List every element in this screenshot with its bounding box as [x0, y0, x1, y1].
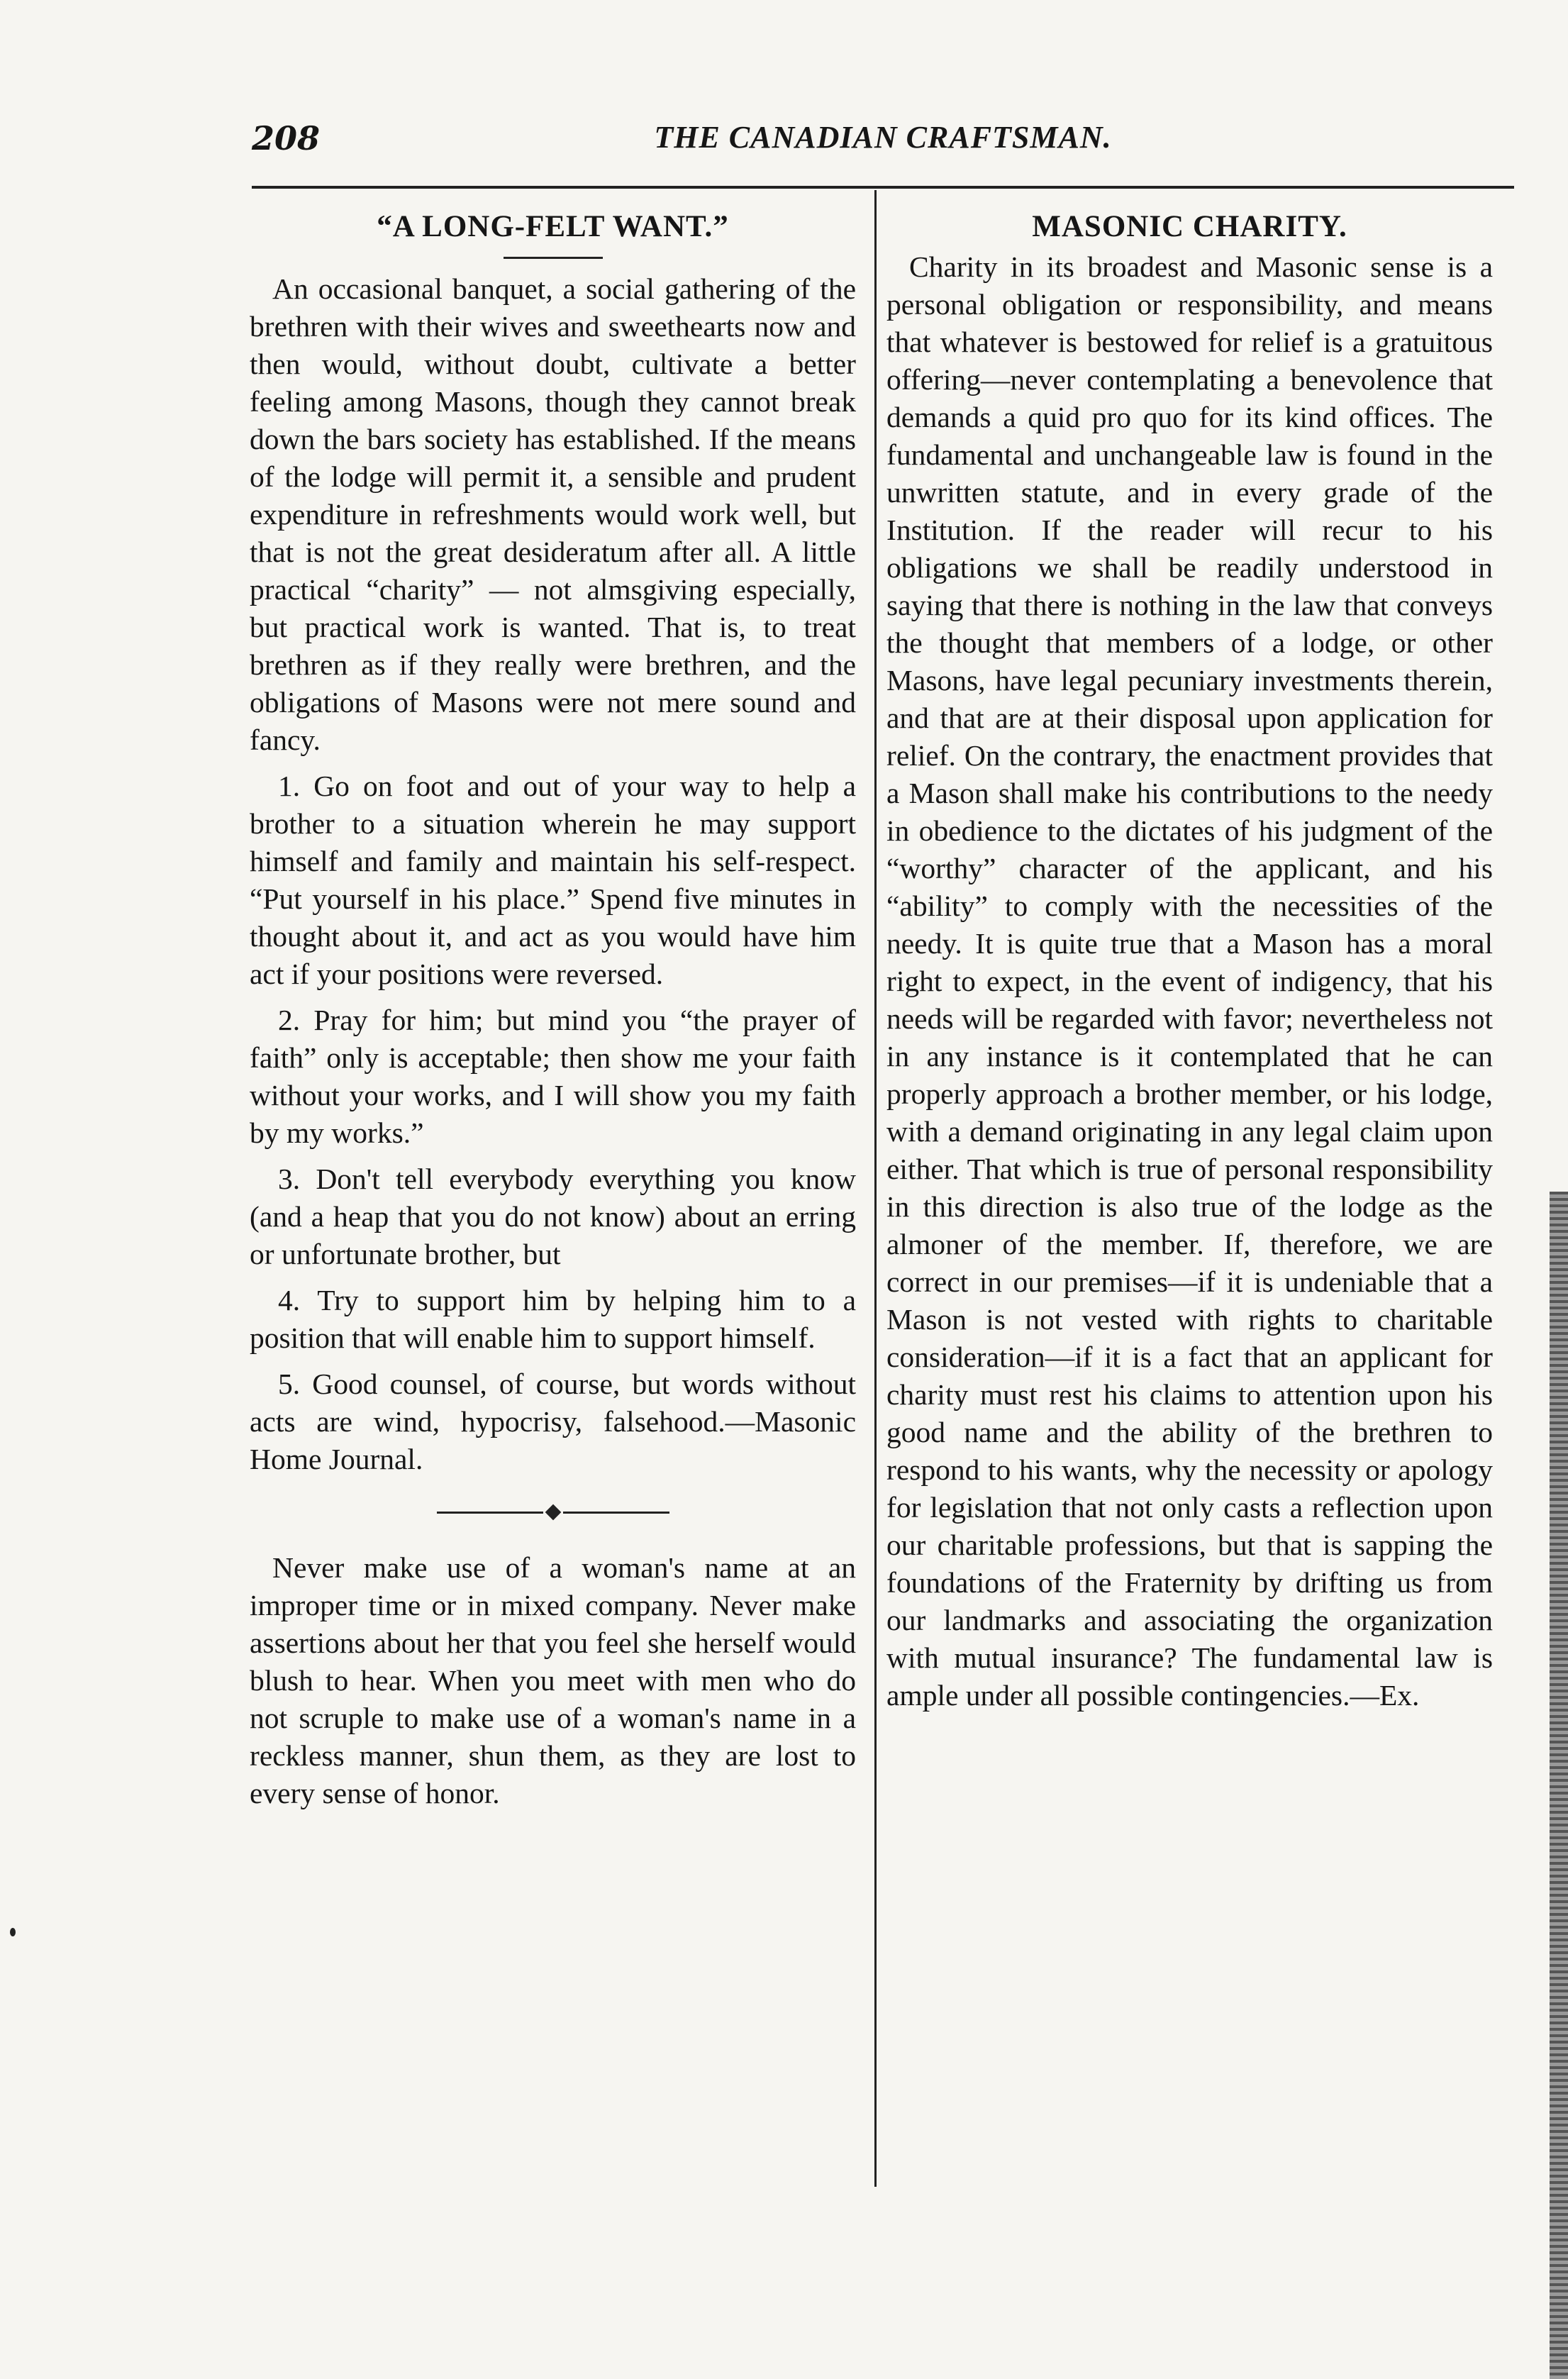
- article-paragraph: Never make use of a woman's name at an improper time or in mixed company. Never make assertions about her that you feel she herself would blush to hear. When you meet with men who do not scruple to make use of a woman's name in a reckless manner, shun them, as they are lost to every sense of honor.: [250, 1551, 856, 1809]
- article-paragraph: Charity in its broadest and Masonic sense is a personal obligation or responsibility, and means that whatever is bestowed for relief is a gratuitous offering—never contemplating a benevolence that demands a quid pro quo for its kind offices. The fundamental and unchangeable law is found in the unwritten statute, and in every grade of the Institution. If the reader will recur to his obligations we shall be readily understood in saying that there is nothing in the law that conveys the thought that members of a lodge, or other Masons, have legal pecuniary investments therein, and that are at their disposal upon application for relief. On the contrary, the enactment provides that a Mason shall make his contributions to the needy in obedience to the dictates of his judgment of the “worthy” character of the applicant, and his “ability” to comply with the necessities of the needy. It is quite true that a Mason has a moral right to expect, in the event of indigency, that his needs will be regarded with favor; nevertheless not in any instance is it contemplated that he can properly approach a brother member, or his lodge, with a demand originating in any legal claim upon either. That which is true of personal responsibility in this direction is also true of the lodge as the almoner of the member. If, therefore, we are correct in our premises—if it is undeniable that a Mason is not vested with rights to charitable consideration—if it is a fact that an applicant for charity must rest his claims to attention upon his good name and the ability of the brethren to respond to his wants, why the necessity or apology for legislation that not only casts a reflection upon our charitable professions, but that is sapping the foundations of the Fraternity by drifting us from our landmarks and associating the organization with mutual insurance? The fundamental law is ample under all possible contingencies.—Ex.: [886, 250, 1493, 1712]
- article-paragraph: An occasional banquet, a social gathering of the brethren with their wives and sweethearts now and then would, without doubt, cultivate a better feeling among Masons, though they cannot break down the bars society has established. If the means of the lodge will permit it, a sensible and prudent expenditure in refreshments would work well, but that is not the great desideratum after all. A little practical “charity” — not almsgiving especially, but practical work is wanted. That is, to treat brethren as if they really were brethren, and the obligations of Masons were not mere sound and fancy.: [250, 272, 856, 756]
- title-rule: [504, 257, 603, 259]
- article-paragraph: 4. Try to support him by helping him to a position that will enable him to support himself.: [250, 1284, 856, 1354]
- article-paragraph: 5. Good counsel, of course, but words without acts are wind, hypocrisy, falsehood.—Masonic Home Journal.: [250, 1368, 856, 1475]
- page-edge-shadow: [1550, 1192, 1568, 2379]
- article-paragraph: 2. Pray for him; but mind you “the prayer of faith” only is acceptable; then show me your faith without your works, and I will show you my faith by my works.”: [250, 1004, 856, 1149]
- running-title: THE CANADIAN CRAFTSMAN.: [654, 120, 1112, 155]
- column-divider: [874, 190, 877, 2187]
- ornament-line: [563, 1512, 669, 1514]
- left-column: [250, 206, 856, 1821]
- header-rule: [252, 186, 1514, 189]
- section-ornament: [250, 1507, 856, 1518]
- article-paragraph: 1. Go on foot and out of your way to help a brother to a situation wherein he may support himself and family and maintain his self-respect. “Put yourself in his place.” Spend five minutes in thought about it, and act as you would have him act if your positions were reversed.: [250, 770, 856, 990]
- article-title-long-felt-want: “A LONG-FELT WANT.”: [377, 210, 729, 243]
- right-column: [886, 206, 1493, 1723]
- ornament-diamond-icon: [545, 1504, 561, 1521]
- ink-mark: [10, 1928, 16, 1936]
- ornament-line: [437, 1512, 543, 1514]
- page-header: [252, 119, 1514, 176]
- article-title-masonic-charity: MASONIC CHARITY.: [1032, 210, 1347, 243]
- page-number: 208: [252, 119, 321, 157]
- article-paragraph: 3. Don't tell everybody everything you know (and a heap that you do not know) about an erring or unfortunate brother, but: [250, 1163, 856, 1270]
